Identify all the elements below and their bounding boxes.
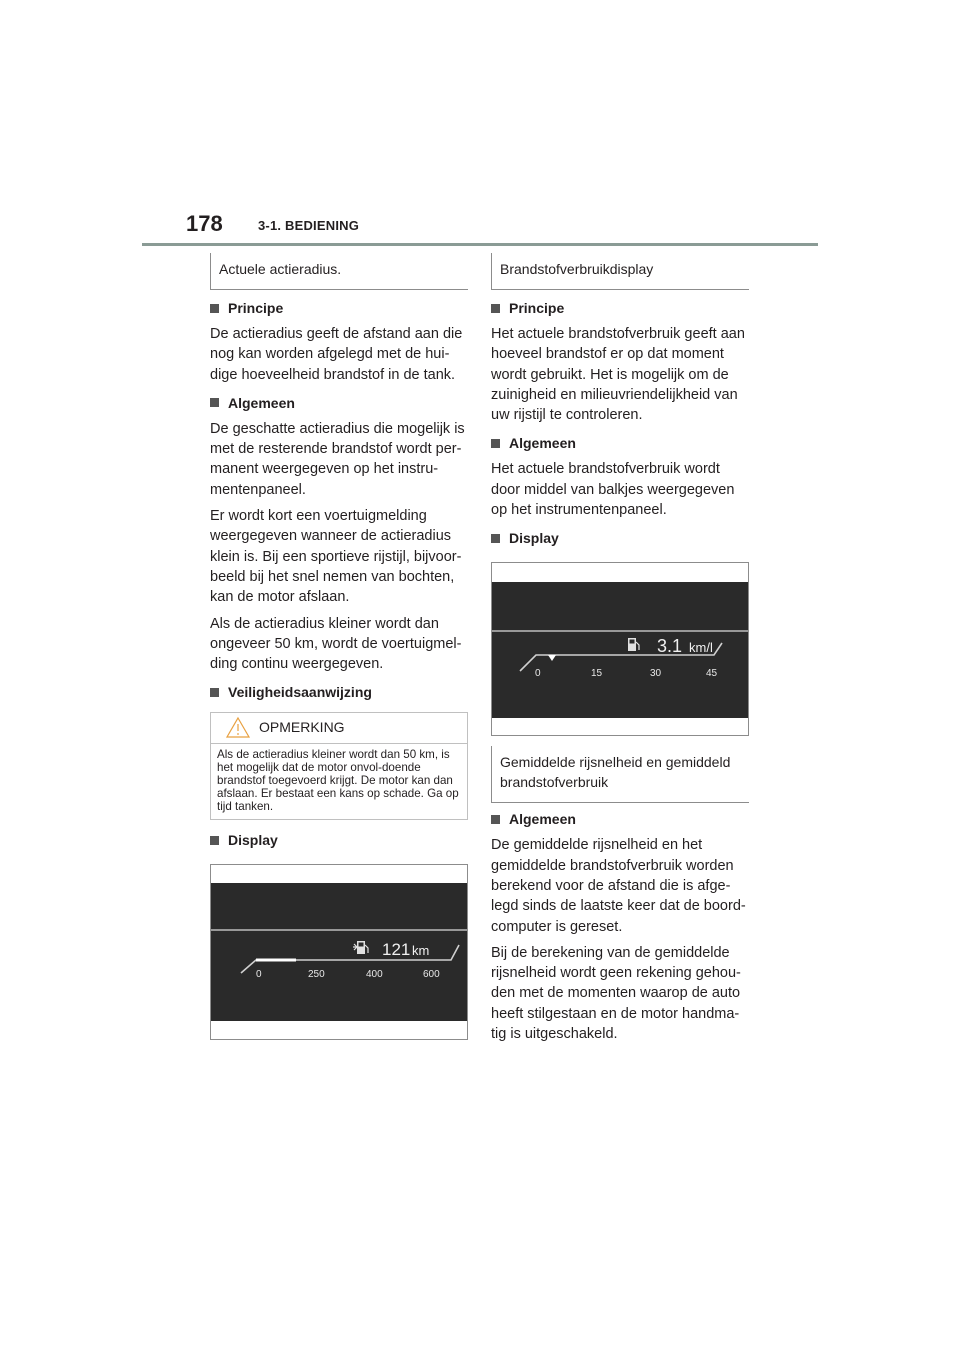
figure-caption: Actuele actieradius. [210, 253, 468, 290]
subheading-algemeen: Algemeen [210, 393, 468, 413]
paragraph: Als de actieradius kleiner wordt dan ongeveer 50 km, wordt de voertuigmel-ding continu weergegeven. [210, 615, 462, 673]
scale-label: 0 [535, 668, 541, 680]
consumption-value: 3.1 [657, 636, 683, 657]
range-display-image [210, 864, 468, 1040]
left-column [210, 253, 468, 1040]
bullet-square-icon [491, 304, 500, 313]
scale-label: 250 [308, 969, 325, 981]
note-header [211, 713, 467, 744]
note-text: Als de actieradius kleiner wordt dan 50 km, is het mogelijk dat de motor onvol-doende brandstof toegevoerd krijgt. De motor kan dan afslaan. Er bestaat een kans op schade. Ga op tijd tanken. [217, 748, 459, 814]
paragraph: Er wordt kort een voertuigmelding weergegeven wanneer de actieradius klein is. Bij een sportieve rijstijl, bijvoor-beeld bij het snel nemen van bochten, kan de motor afslaan. [210, 508, 462, 606]
paragraph: Het actuele brandstofverbruik wordt door middel van balkjes weergegeven op het instrumentenpaneel. [491, 461, 735, 519]
paragraph: Bij de berekening van de gemiddelde rijsnelheid wordt geen rekening gehou-den met de momenten waarop de auto heeft stilgestaan en de motor handma-tig is uitgeschakeld. [491, 944, 741, 1043]
figure-caption: Gemiddelde rijsnelheid en gemiddeld brandstofverbruik [491, 746, 749, 803]
scale-label: 600 [423, 969, 440, 981]
bullet-square-icon [491, 815, 500, 824]
warning-triangle-icon [225, 716, 251, 739]
bullet-square-icon [210, 836, 219, 845]
subheading-algemeen: Algemeen [491, 433, 749, 453]
bullet-square-icon [491, 439, 500, 448]
scale-label: 30 [650, 668, 662, 680]
paragraph: Het actuele brandstofverbruik geeft aan hoeveel brandstof er op dat moment wordt gebruikt. Het is mogelijk om de zuinigheid en milieuvriendelijkheid van uw rijstijl te controleren. [491, 326, 745, 424]
paragraph: De geschatte actieradius die mogelijk is met de resterende brandstof wordt per-manent weergegeven op het instru-mentenpaneel. [210, 420, 465, 498]
subheading-display: Display [491, 528, 749, 548]
bullet-square-icon [210, 304, 219, 313]
consumption-display-image [491, 562, 749, 736]
scale-label: 400 [366, 969, 383, 981]
subheading-principe: Principe [491, 298, 749, 318]
page-number: 178 [186, 211, 223, 236]
right-column [491, 253, 749, 1044]
scale-label: 45 [706, 668, 718, 680]
section-title: 3-1. BEDIENING [258, 218, 360, 233]
subheading-algemeen: Algemeen [491, 809, 749, 829]
range-unit: km [412, 943, 430, 959]
bullet-square-icon [210, 688, 219, 697]
consumption-unit: km/l [689, 640, 713, 656]
paragraph: De gemiddelde rijsnelheid en het gemiddelde brandstofverbruik worden berekend voor de afstand die is afge-legd sinds de laatste keer dat de boord-computer is gereset. [491, 837, 746, 935]
subheading-principe: Principe [210, 298, 468, 318]
paragraph: De actieradius geeft de afstand aan die nog kan worden afgelegd met de hui-dige hoeveelheid brandstof in de tank. [210, 326, 463, 383]
scale-label: 15 [591, 668, 603, 680]
subheading-display: Display [210, 830, 468, 850]
header-rule [142, 243, 818, 246]
bullet-square-icon [210, 398, 219, 407]
note-title: OPMERKING [259, 719, 345, 736]
subheading-veiligheid: Veiligheidsaanwijzing [210, 682, 468, 702]
scale-label: 0 [256, 969, 262, 981]
warning-note [210, 712, 468, 820]
range-value: 121 [382, 940, 411, 960]
figure-caption: Brandstofverbruikdisplay [491, 253, 749, 290]
bullet-square-icon [491, 534, 500, 543]
